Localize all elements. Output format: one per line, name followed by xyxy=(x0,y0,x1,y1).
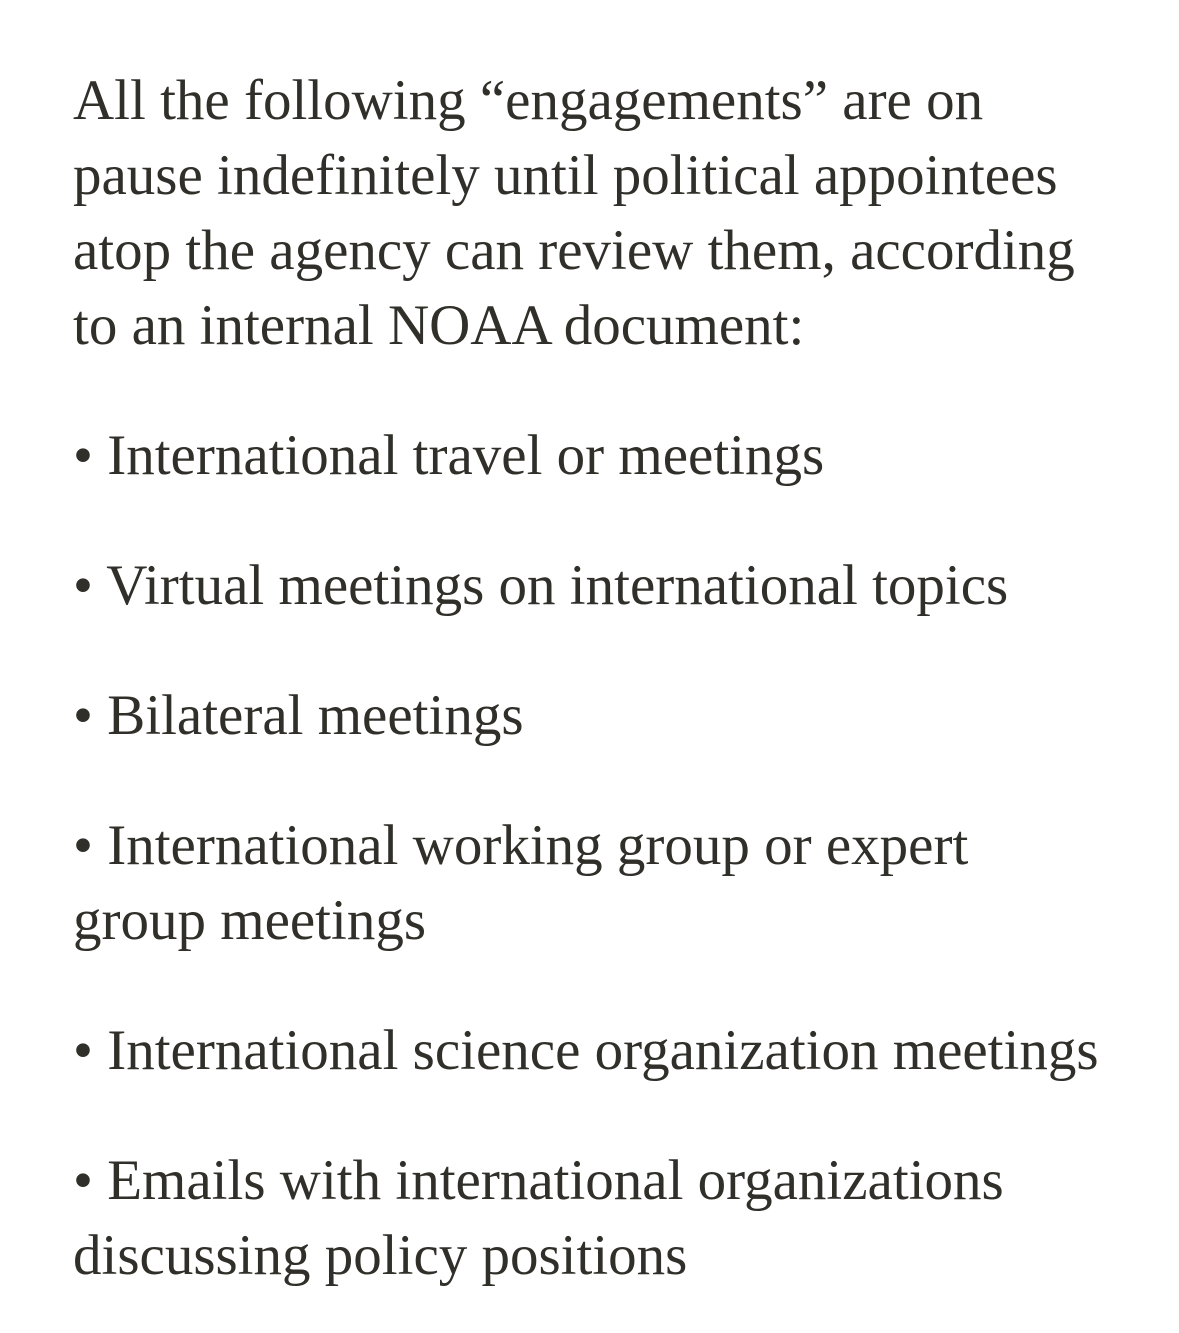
bullet-item-science-org-meetings xyxy=(73,1013,1106,1088)
bullet-text: Emails with international organizations discussing policy positions xyxy=(73,1149,1004,1287)
bullet-text: International science organization meetings xyxy=(107,1019,1099,1082)
bullet-text: International travel or meetings xyxy=(107,424,825,487)
bullet-marker: • xyxy=(73,1149,93,1212)
intro-paragraph: All the following “engagements” are on pause indefinitely until political appointees atop the agency can review them, according to an internal NOAA document: xyxy=(73,69,1075,357)
document-body xyxy=(73,63,1106,1293)
bullet-marker: • xyxy=(73,1019,93,1082)
bullet-marker: • xyxy=(73,554,93,617)
bullet-item-working-group-meetings xyxy=(73,808,1106,958)
bullet-marker: • xyxy=(73,684,93,747)
bullet-item-bilateral-meetings xyxy=(73,678,1106,753)
bullet-text: Bilateral meetings xyxy=(107,684,524,747)
bullet-item-virtual-meetings xyxy=(73,548,1106,623)
bullet-item-international-travel xyxy=(73,418,1106,493)
bullet-marker: • xyxy=(73,814,93,877)
bullet-text: Virtual meetings on international topics xyxy=(106,554,1009,617)
bullet-item-emails-policy-positions xyxy=(73,1143,1106,1293)
bullet-text: International working group or expert group meetings xyxy=(73,814,969,952)
bullet-marker: • xyxy=(73,424,93,487)
